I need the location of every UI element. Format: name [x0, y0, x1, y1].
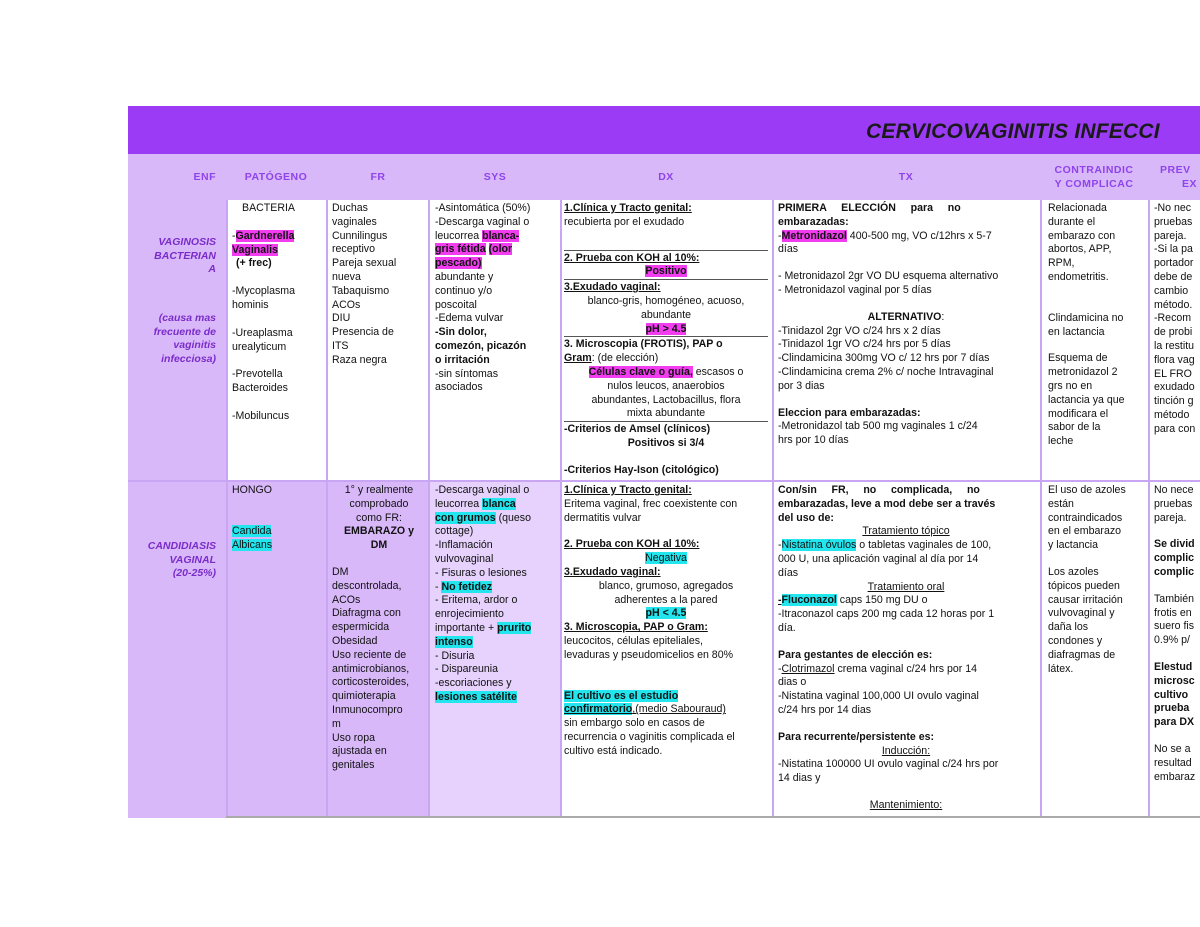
- cv-prev-line: prueba: [1154, 702, 1190, 715]
- vb-fr-line: Raza negra: [332, 353, 387, 366]
- cv-fr: [332, 484, 426, 773]
- vb-sys-text: leucorrea: [435, 229, 483, 242]
- cv-prev-line: complic: [1154, 565, 1195, 578]
- vb-tx-line: hrs por 10 días: [778, 434, 849, 447]
- cv-dx-highlight: El cultivo es el estudio: [564, 689, 679, 702]
- vb-sys-highlight: blanca-: [482, 229, 520, 242]
- vb-pat-text: Bacteroides: [232, 382, 288, 395]
- cv-contra-line: tópicos pueden: [1048, 579, 1120, 592]
- vb-contra-line: leche: [1048, 435, 1074, 448]
- vb-dx-heading: 3. Microscopia (FROTIS), PAP o: [564, 338, 723, 351]
- vb-prev-line: cambio: [1154, 284, 1189, 297]
- cv-fr-line: antimicrobianos,: [332, 662, 410, 675]
- cv-prev-line: También: [1154, 592, 1195, 605]
- cv-tx-line: dias o: [778, 676, 807, 689]
- cv-tx-line: -Nistatina 100000 UI ovulo vaginal c/24 hrs por: [778, 758, 999, 771]
- vb-fr-line: receptivo: [332, 243, 375, 256]
- cv-dx-heading: 2. Prueba con KOH al 10%:: [564, 538, 700, 551]
- cv-fr-line: EMBARAZO y: [343, 525, 415, 538]
- cv-sys-text: leucorrea: [435, 497, 483, 510]
- vb-prev-line: debe de: [1154, 270, 1193, 283]
- grid-line: [226, 200, 228, 818]
- vb-dx-line: blanco-gris, homogéneo, acuoso,: [587, 294, 745, 307]
- cv-contra-line: condones y: [1048, 634, 1103, 647]
- vb-prev-line: método.: [1154, 298, 1193, 311]
- vb-pat-text: hominis: [232, 298, 269, 311]
- cv-fr-line: espermicida: [332, 621, 390, 634]
- cv-sys-highlight: blanca: [482, 497, 516, 510]
- cv-sys-line: -escoriaciones y: [435, 677, 512, 690]
- cv-enf-line: VAGINAL: [169, 553, 216, 566]
- vb-prev-line: EL FRO: [1154, 367, 1192, 380]
- vb-prev-line: -Recom: [1154, 312, 1192, 325]
- cv-sys-line: - Fisuras o lesiones: [435, 566, 527, 579]
- cv-tx-text: -: [778, 539, 782, 552]
- vb-dx-box: [564, 336, 768, 421]
- vb-dx-highlight: Células clave o guía,: [588, 365, 693, 378]
- vb-dx-line: mixta abundante: [626, 407, 706, 420]
- grid-line: [428, 200, 430, 818]
- vb-contra-line: abortos, APP,: [1048, 243, 1112, 256]
- vb-tx-line: -Clindamicina crema 2% c/ noche Intravaginal: [778, 365, 994, 378]
- cv-prev-line: pruebas: [1154, 497, 1193, 510]
- vb-pat-text: -Mobiluncus: [232, 409, 290, 422]
- cv-tx-heading: Para recurrente/persistente es:: [778, 730, 935, 743]
- vb-contra-line: grs no en: [1048, 379, 1093, 392]
- grid-line: [128, 480, 1200, 482]
- cv-sys-highlight: intenso: [435, 635, 473, 648]
- cv-fr-line: descontrolada,: [332, 579, 402, 592]
- grid-line: [226, 816, 1200, 818]
- cv-tx-subheading: Inducción:: [881, 744, 931, 757]
- cv-sys: [435, 484, 559, 705]
- vb-fr-line: Tabaquismo: [332, 284, 390, 297]
- header-contra-line2: Y COMPLICAC: [1054, 178, 1134, 190]
- vb-prev-line: la restitu: [1154, 339, 1195, 352]
- vb-tx-text: :: [941, 310, 945, 323]
- cv-dx-heading: 3. Microscopia, PAP o Gram:: [564, 621, 708, 634]
- vb-tx: [778, 202, 1034, 448]
- vb-dx-text: : (de elección): [591, 352, 659, 365]
- cv-sys-line: - Eritema, ardor o: [435, 594, 518, 607]
- vb-pat-text: urealyticum: [232, 340, 287, 353]
- page-title: CERVICOVAGINITIS INFECCI: [866, 120, 1160, 143]
- vb-dx-highlight: pH > 4.5: [645, 322, 687, 335]
- cv-contra-line: Los azoles: [1048, 565, 1099, 578]
- cv-dx-line: cultivo está indicado.: [564, 744, 663, 757]
- cv-prev-line: complic: [1154, 552, 1195, 565]
- cv-dx: [564, 484, 768, 759]
- vb-tx-highlight: Metronidazol: [781, 229, 847, 242]
- vb-tx-heading: ALTERNATIVO: [867, 310, 942, 323]
- cv-enf-line: CANDIDIASIS: [147, 540, 216, 552]
- vb-tx-line: por 3 dias: [778, 379, 825, 392]
- cv-dx-heading: 1.Clínica y Tracto genital:: [564, 484, 692, 496]
- vb-tx-text: 400-500 mg, VO c/12hrs x 5-7: [846, 229, 992, 242]
- cv-tx-text: -: [778, 662, 782, 675]
- cv-sys-line: - Dispareunia: [435, 663, 499, 676]
- vb-pat-text: -: [232, 229, 236, 242]
- cv-fr-line: Obesidad: [332, 634, 378, 647]
- cv-dx-highlight: Negativa: [645, 552, 687, 565]
- vb-fr-line: ITS: [332, 339, 349, 352]
- vb-contra-line: metronidazol 2: [1048, 366, 1118, 379]
- cv-contra-line: látex.: [1048, 662, 1074, 675]
- vb-sys-line: -sin síntomas: [435, 367, 498, 380]
- cv-contra-line: y lactancia: [1048, 539, 1099, 552]
- cv-prev-line: cultivo: [1154, 688, 1189, 701]
- vb-prev-line: -Si la pa: [1154, 243, 1193, 256]
- vb-patogeno: [232, 202, 324, 424]
- cv-sys-line: cottage): [435, 525, 474, 538]
- cv-fr-line: como FR:: [356, 511, 402, 524]
- vb-dx-box: [564, 279, 768, 336]
- vb-contra-line: Clindamicina no: [1048, 311, 1124, 324]
- vb-contraindic: [1048, 202, 1146, 449]
- vb-sys-line: asociados: [435, 381, 483, 394]
- cv-patogeno: [232, 484, 324, 552]
- cv-fr-line: Uso reciente de: [332, 648, 407, 661]
- vb-contra-line: Relacionada: [1048, 202, 1107, 214]
- cv-tx-highlight: Fluconazol: [781, 594, 837, 607]
- vb-sys-line: -Descarga vaginal o: [435, 215, 530, 228]
- vb-sys-line: o irritación: [435, 353, 490, 366]
- vb-enf-note: [128, 312, 216, 366]
- cv-dx-line: levaduras y pseudomicelios en 80%: [564, 648, 734, 661]
- cv-sys-line: enrojecimiento: [435, 608, 504, 621]
- vb-dx-box: [564, 421, 768, 477]
- cv-fr-line: m: [332, 717, 341, 730]
- vb-pat-highlight: Vaginalis: [232, 243, 278, 256]
- cv-prev-line: pareja.: [1154, 511, 1187, 524]
- vb-fr-line: vaginales: [332, 215, 377, 228]
- header-contraindic: [1040, 154, 1148, 200]
- vb-prev-line: de probi: [1154, 326, 1193, 339]
- cv-fr-line: ajustada en: [332, 745, 387, 758]
- vb-prev-line: flora vag: [1154, 353, 1195, 366]
- cv-fr-line: Diafragma con: [332, 607, 401, 620]
- vb-enf-line: BACTERIAN: [154, 249, 216, 262]
- vb-tx-line: - Metronidazol vaginal por 5 días: [778, 283, 932, 296]
- vb-sys-line: -Asintomática (50%): [435, 202, 531, 214]
- cv-prev-line: No se a: [1154, 742, 1191, 755]
- header-prev-line2: EX: [1182, 178, 1198, 190]
- cv-tx-line: -Nistatina vaginal 100,000 UI ovulo vaginal: [778, 690, 979, 703]
- cv-dx-line: recurrencia o vaginitis complicada el: [564, 730, 735, 743]
- cv-tx-heading: del uso de:: [778, 511, 834, 524]
- vb-contra-line: RPM,: [1048, 257, 1075, 270]
- cv-dx-line: dermatitis vulvar: [564, 511, 642, 524]
- vb-tx-heading: embarazadas:: [778, 215, 849, 228]
- vb-dx: [564, 202, 768, 478]
- cv-sys-highlight: prurito: [497, 621, 532, 634]
- vb-dx-heading: Positivos si 3/4: [627, 436, 705, 449]
- cv-tx-line: -Itraconazol caps 200 mg cada 12 horas por 1: [778, 608, 995, 621]
- cv-enf-line: (20-25%): [172, 567, 216, 579]
- cv-dx-heading: 3.Exudado vaginal:: [564, 565, 661, 578]
- cv-tx-drug: Clotrimazol: [781, 662, 835, 675]
- cv-tx-line: 000 U, una aplicación vaginal al día por 14: [778, 552, 979, 565]
- cv-prev-line: No nece: [1154, 484, 1194, 496]
- cv-contra-line: causar irritación: [1048, 593, 1123, 606]
- cv-prev-line: Se divid: [1154, 538, 1195, 551]
- vb-fr-line: Pareja sexual: [332, 257, 397, 270]
- vb-sys-line: poscoital: [435, 298, 477, 311]
- cv-prev-line: Elestud: [1154, 660, 1193, 673]
- header-sys: SYS: [483, 171, 507, 183]
- cv-contra-line: diafragmas de: [1048, 648, 1116, 661]
- vb-prev-line: -No nec: [1154, 202, 1192, 214]
- cv-prev: [1154, 484, 1200, 784]
- cv-tx-highlight: Nistatina óvulos: [781, 539, 857, 552]
- vb-contra-line: embarazo con: [1048, 229, 1116, 242]
- header-prev: [1148, 154, 1200, 200]
- vb-tx-heading: PRIMERA ELECCIÓN para no: [778, 202, 961, 214]
- vb-tx-line: -Clindamicina 300mg VO c/ 12 hrs por 7 días: [778, 352, 990, 365]
- vb-contra-line: lactancia ya que: [1048, 393, 1125, 406]
- vb-dx-heading: -Criterios de Amsel (clínicos): [564, 423, 711, 436]
- vb-sys-line: -Sin dolor,: [435, 326, 487, 339]
- cv-fr-line: Inmunocompro: [332, 703, 403, 716]
- cv-tx-line: día.: [778, 621, 796, 634]
- vb-fr-line: Cunnilingus: [332, 229, 388, 242]
- vb-sys-line: abundante y: [435, 270, 494, 283]
- cv-tx: [778, 484, 1034, 813]
- cv-tx-line: c/24 hrs por 14 dias: [778, 703, 872, 716]
- cv-prev-line: para DX: [1154, 716, 1195, 729]
- cv-tx-heading: Con/sin FR, no complicada, no: [778, 484, 980, 496]
- cv-dx-highlight: pH < 4.5: [645, 607, 687, 620]
- vb-tx-line: días: [778, 243, 799, 256]
- cv-dx-highlight: confirmatorio: [564, 703, 633, 716]
- cv-sys-text: importante +: [435, 621, 498, 634]
- cv-tx-line: 14 dias y: [778, 772, 821, 785]
- grid-line: [1040, 200, 1042, 818]
- cv-fr-line: Uso ropa: [332, 731, 375, 744]
- cv-sys-highlight: lesiones satélite: [435, 690, 517, 703]
- grid-line: [560, 200, 562, 818]
- vb-prev-line: tinción g: [1154, 395, 1194, 408]
- cv-tx-subheading: Mantenimiento:: [869, 798, 943, 811]
- vb-contra-line: en lactancia: [1048, 325, 1105, 338]
- vb-dx-heading: Gram: [564, 352, 592, 365]
- vb-pat-text: -Ureaplasma: [232, 326, 293, 339]
- cv-contra-line: El uso de azoles: [1048, 484, 1126, 496]
- vb-dx-line: recubierta por el exudado: [564, 215, 685, 228]
- vb-tx-line: -Tinidazol 2gr VO c/24 hrs x 2 días: [778, 324, 941, 337]
- cv-contra-line: contraindicados: [1048, 511, 1123, 524]
- vb-fr-line: Presencia de: [332, 326, 394, 339]
- cv-contraindic: [1048, 484, 1146, 676]
- vb-dx-text: escasos o: [692, 365, 744, 378]
- cv-pat-highlight: Candida: [232, 524, 272, 537]
- vb-dx-line: abundantes, Lactobacillus, flora: [591, 393, 741, 406]
- vb-sys-highlight: pescado): [435, 257, 482, 270]
- cv-fr-line: comprobado: [349, 497, 409, 510]
- vb-prev: [1154, 202, 1200, 437]
- cv-prev-line: 0.9% p/: [1154, 634, 1190, 647]
- cv-tx-text: crema vaginal c/24 hrs por 14: [834, 662, 978, 675]
- vb-prev-line: pruebas: [1154, 215, 1193, 228]
- vb-sys-line: -Edema vulvar: [435, 312, 504, 325]
- vb-enf-note-line: (causa mas: [158, 312, 216, 324]
- vb-prev-line: exudado: [1154, 381, 1195, 394]
- cv-prev-line: resultad: [1154, 756, 1192, 769]
- vb-enf-line: VAGINOSIS: [158, 236, 216, 248]
- cv-sys-line: -Inflamación: [435, 539, 493, 552]
- vb-enf-name: [128, 236, 216, 277]
- cv-tx-heading: embarazadas, leve a mod debe ser a través: [778, 497, 996, 510]
- cv-pat-title: HONGO: [232, 484, 273, 496]
- header-enf: ENF: [193, 171, 216, 183]
- vb-sys: [435, 202, 559, 395]
- cv-fr-line: DM: [332, 565, 349, 578]
- vb-pat-title: BACTERIA: [242, 202, 295, 214]
- vb-dx-heading: 2. Prueba con KOH al 10%:: [564, 251, 700, 264]
- vb-fr-line: DIU: [332, 312, 351, 325]
- cv-tx-subheading: Tratamiento tópico: [862, 525, 950, 538]
- vb-contra-line: sabor de la: [1048, 421, 1101, 434]
- vb-tx-line: -Tinidazol 1gr VO c/24 hrs por 5 días: [778, 338, 951, 351]
- vb-tx-text: -: [778, 229, 782, 242]
- cv-contra-line: están: [1048, 497, 1074, 510]
- vb-prev-line: pareja.: [1154, 229, 1187, 242]
- cv-fr-line: genitales: [332, 759, 375, 772]
- vb-enf-note-line: frecuente de: [153, 325, 216, 338]
- cv-dx-line: blanco, grumoso, agregados: [598, 579, 734, 592]
- vb-prev-line: portador: [1154, 257, 1194, 270]
- cv-prev-line: suero fis: [1154, 620, 1195, 633]
- cv-tx-text: o tabletas vaginales de 100,: [856, 539, 992, 552]
- cv-fr-line: 1° y realmente: [344, 484, 414, 496]
- header-dx: DX: [658, 171, 674, 183]
- vb-pat-text: (+ frec): [236, 257, 272, 270]
- cv-tx-line: días: [778, 566, 799, 579]
- vb-dx-line: abundante: [640, 308, 692, 321]
- cv-tx-heading: Para gestantes de elección es:: [778, 648, 933, 661]
- cv-tx-subheading: Tratamiento oral: [867, 580, 945, 593]
- cv-fr-line: DM: [370, 539, 388, 552]
- header-prev-line1: PREV: [1160, 164, 1191, 176]
- grid-line: [1148, 200, 1150, 818]
- cv-sys-line: - Disuria: [435, 649, 475, 662]
- document-table: [128, 106, 1200, 818]
- cv-dx-line: adherentes a la pared: [614, 593, 718, 606]
- header-fr: FR: [370, 171, 386, 183]
- vb-contra-line: durante el: [1048, 215, 1096, 228]
- cv-sys-highlight: No fetidez: [441, 580, 493, 593]
- vb-fr-line: Duchas: [332, 202, 368, 214]
- grid-line: [326, 200, 328, 818]
- cv-pat-highlight: Albicans: [232, 538, 273, 551]
- vb-fr: [332, 202, 426, 368]
- vb-tx-line: - Metronidazol 2gr VO DU esquema alternativo: [778, 270, 999, 283]
- vb-contra-line: Esquema de: [1048, 352, 1108, 365]
- vb-fr-line: nueva: [332, 270, 361, 283]
- cv-sys-line: vulvovaginal: [435, 552, 494, 565]
- cv-contra-line: vulvovaginal y: [1048, 607, 1115, 620]
- vb-pat-highlight: Gardnerella: [235, 229, 295, 242]
- vb-dx-line: nulos leucos, anaerobios: [607, 379, 725, 392]
- vb-sys-line: continuo y/o: [435, 284, 493, 297]
- enf-cell-cv: [128, 482, 226, 818]
- vb-contra-line: modificara el: [1048, 407, 1109, 420]
- cv-sys-highlight: con grumos: [435, 511, 496, 524]
- vb-prev-line: para con: [1154, 422, 1196, 435]
- vb-dx-box: [564, 250, 768, 280]
- vb-tx-line: -Metronidazol tab 500 mg vaginales 1 c/24: [778, 420, 978, 433]
- vb-dx-heading: -Criterios Hay-Ison (citológico): [564, 463, 719, 476]
- vb-sys-highlight: gris fétida: [435, 243, 486, 256]
- cv-tx-text: caps 150 mg DU o: [836, 594, 928, 607]
- vb-dx-heading: 3.Exudado vaginal:: [564, 281, 661, 294]
- vb-contra-line: endometritis.: [1048, 270, 1109, 283]
- cv-fr-line: ACOs: [332, 593, 361, 606]
- cv-sys-line: -Descarga vaginal o: [435, 484, 530, 496]
- header-contra-line1: CONTRAINDIC: [1054, 164, 1134, 176]
- vb-dx-heading: 1.Clínica y Tracto genital:: [564, 202, 692, 214]
- cv-dx-text: ,(medio Sabouraud): [632, 703, 726, 716]
- vb-pat-text: -Mycoplasma: [232, 285, 295, 298]
- vb-enf-note-line: vaginitis: [173, 339, 216, 351]
- cv-sys-text: -: [435, 580, 442, 593]
- vb-enf-line: A: [208, 263, 216, 275]
- cv-prev-line: frotis en: [1154, 606, 1192, 619]
- cv-contra-line: en el embarazo: [1048, 525, 1122, 538]
- grid-line: [772, 200, 774, 818]
- header-tx: TX: [898, 171, 914, 183]
- cv-tx-text: -: [778, 594, 782, 607]
- cv-prev-line: embaraz: [1154, 770, 1196, 783]
- cv-fr-line: corticosteroides,: [332, 676, 410, 689]
- cv-prev-line: microsc: [1154, 674, 1195, 687]
- vb-enf-note-line: infecciosa): [161, 352, 216, 365]
- cv-dx-line: leucocitos, células epiteliales,: [564, 634, 703, 647]
- cv-contra-line: daña los: [1048, 621, 1089, 634]
- vb-fr-line: ACOs: [332, 298, 361, 311]
- vb-dx-highlight: Positivo: [645, 265, 687, 278]
- vb-pat-text: -Prevotella: [232, 368, 283, 381]
- vb-sys-line: comezón, picazón: [435, 339, 527, 352]
- vb-prev-line: método: [1154, 408, 1190, 421]
- cv-dx-line: sin embargo solo en casos de: [564, 717, 705, 730]
- vb-tx-heading: Eleccion para embarazadas:: [778, 406, 921, 419]
- cv-sys-text: (queso: [495, 511, 531, 524]
- cv-enf-name: [128, 540, 216, 581]
- vb-sys-highlight: (olor: [488, 243, 513, 256]
- header-patogeno: PATÓGENO: [244, 171, 308, 183]
- cv-dx-line: Eritema vaginal, frec coexistente con: [564, 497, 738, 510]
- cv-fr-line: quimioterapia: [332, 690, 396, 703]
